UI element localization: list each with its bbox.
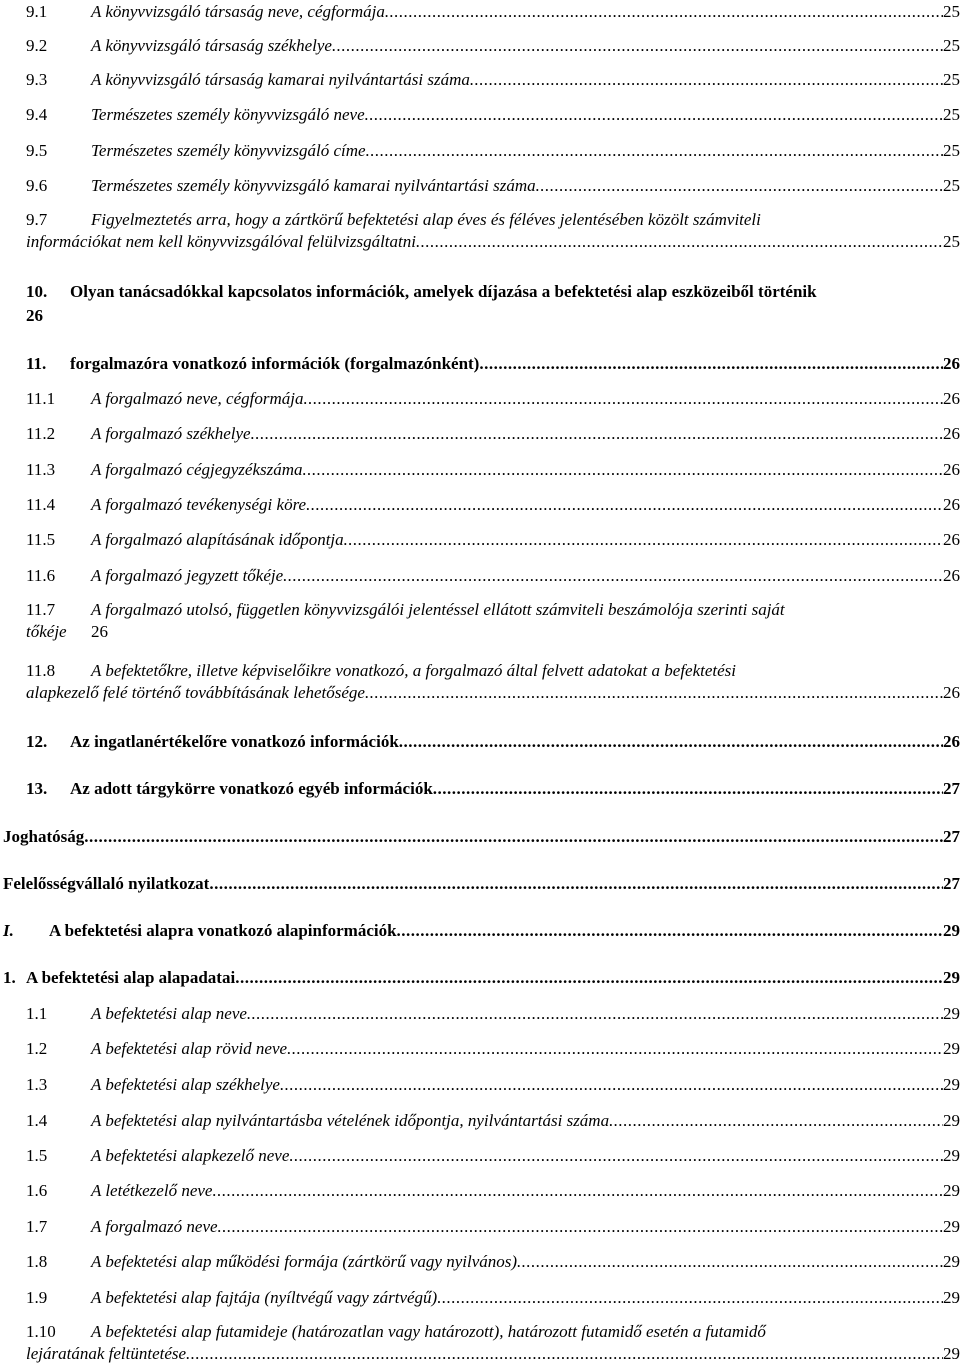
toc-page: 29 <box>943 1111 960 1130</box>
toc-page: 29 <box>943 1252 960 1271</box>
leader-dots <box>344 529 943 551</box>
toc-page: 29 <box>943 968 960 987</box>
toc-title-line1: A befektetőkre, illetve képviselőikre vonatkozó, a forgalmazó által felvett adatokat a befektetési <box>91 661 737 680</box>
toc-number: 11.3 <box>26 460 56 479</box>
toc-entry[interactable] <box>26 1251 960 1273</box>
toc-page: 25 <box>943 141 960 160</box>
leader-dots <box>609 1110 943 1132</box>
leader-dots <box>212 1180 943 1202</box>
leader-dots <box>536 175 943 197</box>
toc-title: A forgalmazó neve, cégformája <box>91 389 304 408</box>
toc-number: 11.4 <box>26 495 56 514</box>
toc-page: 26 <box>943 354 960 373</box>
toc-title-line2: alapkezelő felé történő továbbításának lehetősége <box>26 683 365 702</box>
toc-title: A befektetési alap alapadatai <box>26 968 236 987</box>
toc-entry[interactable] <box>3 826 960 848</box>
toc-title: A befektetési alap neve <box>91 1004 247 1023</box>
leader-dots <box>209 873 943 895</box>
toc-number: 9.1 <box>26 2 48 21</box>
toc-title: A letétkezelő neve <box>91 1181 213 1200</box>
leader-dots <box>303 459 943 481</box>
leader-dots <box>437 1287 943 1309</box>
toc-title: Az ingatlanértékelőre vonatkozó információk <box>70 732 399 751</box>
toc-entry[interactable] <box>26 1287 960 1309</box>
toc-title: A forgalmazó székhelye <box>91 424 251 443</box>
leader-dots <box>84 826 943 848</box>
toc-page: 29 <box>943 921 960 940</box>
toc-page: 29 <box>943 1344 960 1363</box>
toc-page: 25 <box>943 36 960 55</box>
toc-entry[interactable] <box>3 873 960 895</box>
toc-page: 26 <box>943 460 960 479</box>
toc-entry[interactable] <box>26 388 960 410</box>
toc-title: A forgalmazó cégjegyzékszáma <box>91 460 303 479</box>
toc-entry[interactable] <box>26 104 960 126</box>
toc-number: 9.7 <box>26 210 48 229</box>
toc-number: 1.8 <box>26 1252 48 1271</box>
toc-title-line2: információkat nem kell könyvvizsgálóval felülvizsgáltatni <box>26 232 416 251</box>
toc-title-line1: A forgalmazó utolsó, független könyvvizsgálói jelentéssel ellátott számviteli beszámolója szerinti saját <box>91 600 785 619</box>
toc-page: 26 <box>91 622 108 641</box>
leader-dots <box>433 778 943 800</box>
toc-number: 1.9 <box>26 1288 48 1307</box>
leader-dots <box>479 353 943 375</box>
toc-entry[interactable] <box>3 967 960 989</box>
toc-page: 29 <box>943 1039 960 1058</box>
toc-title: A befektetési alap székhelye <box>91 1075 280 1094</box>
toc-page: 25 <box>943 70 960 89</box>
toc-page: 27 <box>943 874 960 893</box>
leader-dots <box>251 423 943 445</box>
toc-entry[interactable] <box>3 920 960 942</box>
toc-entry[interactable] <box>26 1038 960 1060</box>
toc-number: 12. <box>26 732 48 751</box>
toc-page: 29 <box>943 1181 960 1200</box>
toc-entry[interactable] <box>26 1216 960 1238</box>
leader-dots <box>289 1145 943 1167</box>
toc-number: 11.2 <box>26 424 56 443</box>
leader-dots <box>303 388 943 410</box>
toc-title-line1: A befektetési alap futamideje (határozatlan vagy határozott), határozott futamidő esetén a futamidő <box>91 1322 766 1341</box>
leader-dots <box>283 565 943 587</box>
leader-dots <box>332 35 943 57</box>
toc-number: 1.6 <box>26 1181 48 1200</box>
table-of-contents <box>3 0 960 1368</box>
toc-number: 1.2 <box>26 1039 48 1058</box>
toc-page: 26 <box>943 530 960 549</box>
toc-title: A befektetési alapkezelő neve <box>91 1146 290 1165</box>
toc-title: Felelősségvállaló nyilatkozat <box>3 874 210 893</box>
toc-page: 27 <box>943 779 960 798</box>
leader-dots <box>218 1216 943 1238</box>
toc-page: 27 <box>943 827 960 846</box>
toc-title: forgalmazóra vonatkozó információk (forgalmazónként) <box>70 354 480 373</box>
leader-dots <box>385 1 943 23</box>
leader-dots <box>366 140 943 162</box>
toc-title: A forgalmazó jegyzett tőkéje <box>91 566 284 585</box>
leader-dots <box>365 104 943 126</box>
toc-number: 11.7 <box>26 600 56 619</box>
toc-entry[interactable] <box>26 353 960 375</box>
toc-title: Természetes személy könyvvizsgáló neve <box>91 105 365 124</box>
toc-number: 1.5 <box>26 1146 48 1165</box>
toc-title-line1: Olyan tanácsadókkal kapcsolatos információk, amelyek díjazása a befektetési alap eszközeiből történik <box>70 282 817 301</box>
toc-number: 9.2 <box>26 36 48 55</box>
toc-entry[interactable] <box>26 175 960 197</box>
toc-entry[interactable] <box>26 494 960 516</box>
toc-page: 26 <box>943 683 960 702</box>
toc-number: 1.3 <box>26 1075 48 1094</box>
toc-title-line2: lejáratának feltüntetése <box>26 1344 187 1363</box>
toc-title: A könyvvizsgáló társaság kamarai nyilvántartási száma <box>91 70 470 89</box>
toc-entry[interactable] <box>26 69 960 91</box>
toc-number: 1.1 <box>26 1004 48 1023</box>
leader-dots <box>287 1038 943 1060</box>
toc-entry[interactable] <box>26 459 960 481</box>
toc-page: 29 <box>943 1288 960 1307</box>
toc-page: 25 <box>943 2 960 21</box>
toc-number: I. <box>3 921 14 940</box>
toc-page: 29 <box>943 1146 960 1165</box>
leader-dots <box>280 1074 943 1096</box>
toc-title: A forgalmazó tevékenységi köre <box>91 495 307 514</box>
toc-entry[interactable] <box>26 1145 960 1167</box>
toc-number: 1.7 <box>26 1217 48 1236</box>
toc-entry[interactable] <box>26 529 960 551</box>
leader-dots <box>470 69 943 91</box>
toc-title: A könyvvizsgáló társaság neve, cégformája <box>91 2 385 21</box>
toc-page: 29 <box>943 1075 960 1094</box>
toc-number: 9.4 <box>26 105 48 124</box>
toc-entry[interactable] <box>26 209 960 253</box>
toc-entry[interactable] <box>26 1003 960 1025</box>
toc-number: 1.4 <box>26 1111 48 1130</box>
leader-dots <box>416 231 943 253</box>
toc-number: 11.8 <box>26 661 56 680</box>
toc-entry[interactable] <box>26 660 960 704</box>
toc-title: Joghatóság <box>3 827 85 846</box>
toc-number: 1.10 <box>26 1322 56 1341</box>
toc-title: A forgalmazó neve <box>91 1217 218 1236</box>
toc-page: 26 <box>943 424 960 443</box>
toc-number: 9.6 <box>26 176 48 195</box>
leader-dots <box>517 1251 943 1273</box>
leader-dots <box>306 494 943 516</box>
toc-number: 13. <box>26 779 48 798</box>
toc-entry[interactable] <box>26 1074 960 1096</box>
toc-number: 10. <box>26 282 48 301</box>
leader-dots <box>186 1343 943 1365</box>
toc-entry[interactable] <box>26 423 960 445</box>
toc-page: 25 <box>943 232 960 251</box>
toc-number: 1. <box>3 968 16 987</box>
toc-entry[interactable] <box>26 281 960 327</box>
toc-page: 26 <box>26 306 43 325</box>
leader-dots <box>397 920 943 942</box>
toc-number: 11.5 <box>26 530 56 549</box>
leader-dots <box>235 967 943 989</box>
toc-page: 26 <box>943 389 960 408</box>
leader-dots <box>399 731 943 753</box>
toc-number: 11. <box>26 354 47 373</box>
toc-entry[interactable] <box>26 565 960 587</box>
toc-entry[interactable] <box>26 140 960 162</box>
toc-page: 26 <box>943 732 960 751</box>
toc-title: A befektetési alap nyilvántartásba vételének időpontja, nyilvántartási száma <box>91 1111 610 1130</box>
toc-entry[interactable] <box>26 1180 960 1202</box>
toc-title-line2: tőkéje <box>26 622 67 641</box>
toc-page: 29 <box>943 1004 960 1023</box>
toc-number: 9.3 <box>26 70 48 89</box>
toc-title-line1: Figyelmeztetés arra, hogy a zártkörű befektetési alap éves és féléves jelentésében közölt számviteli <box>91 210 761 229</box>
toc-page: 26 <box>943 566 960 585</box>
toc-entry[interactable] <box>26 599 960 643</box>
leader-dots <box>247 1003 943 1025</box>
toc-title: Természetes személy könyvvizsgáló kamarai nyilvántartási száma <box>91 176 536 195</box>
toc-page: 26 <box>943 495 960 514</box>
toc-entry[interactable] <box>26 35 960 57</box>
toc-title: A forgalmazó alapításának időpontja <box>91 530 344 549</box>
toc-title: A befektetési alapra vonatkozó alapinformációk <box>49 921 397 940</box>
toc-title: Az adott tárgykörre vonatkozó egyéb információk <box>70 779 433 798</box>
toc-entry[interactable] <box>26 1110 960 1132</box>
toc-page: 25 <box>943 105 960 124</box>
toc-entry[interactable] <box>26 731 960 753</box>
toc-entry[interactable] <box>26 1 960 23</box>
toc-title: A befektetési alap rövid neve <box>91 1039 288 1058</box>
toc-entry[interactable] <box>26 778 960 800</box>
toc-title: Természetes személy könyvvizsgáló címe <box>91 141 366 160</box>
toc-title: A befektetési alap fajtája (nyíltvégű vagy zártvégű) <box>91 1288 438 1307</box>
toc-number: 9.5 <box>26 141 48 160</box>
toc-number: 11.1 <box>26 389 56 408</box>
toc-title: A befektetési alap működési formája (zártkörű vagy nyilvános) <box>91 1252 518 1271</box>
toc-page: 25 <box>943 176 960 195</box>
leader-dots <box>365 682 943 704</box>
toc-entry[interactable] <box>26 1321 960 1365</box>
toc-title: A könyvvizsgáló társaság székhelye <box>91 36 332 55</box>
toc-number: 11.6 <box>26 566 56 585</box>
toc-page: 29 <box>943 1217 960 1236</box>
